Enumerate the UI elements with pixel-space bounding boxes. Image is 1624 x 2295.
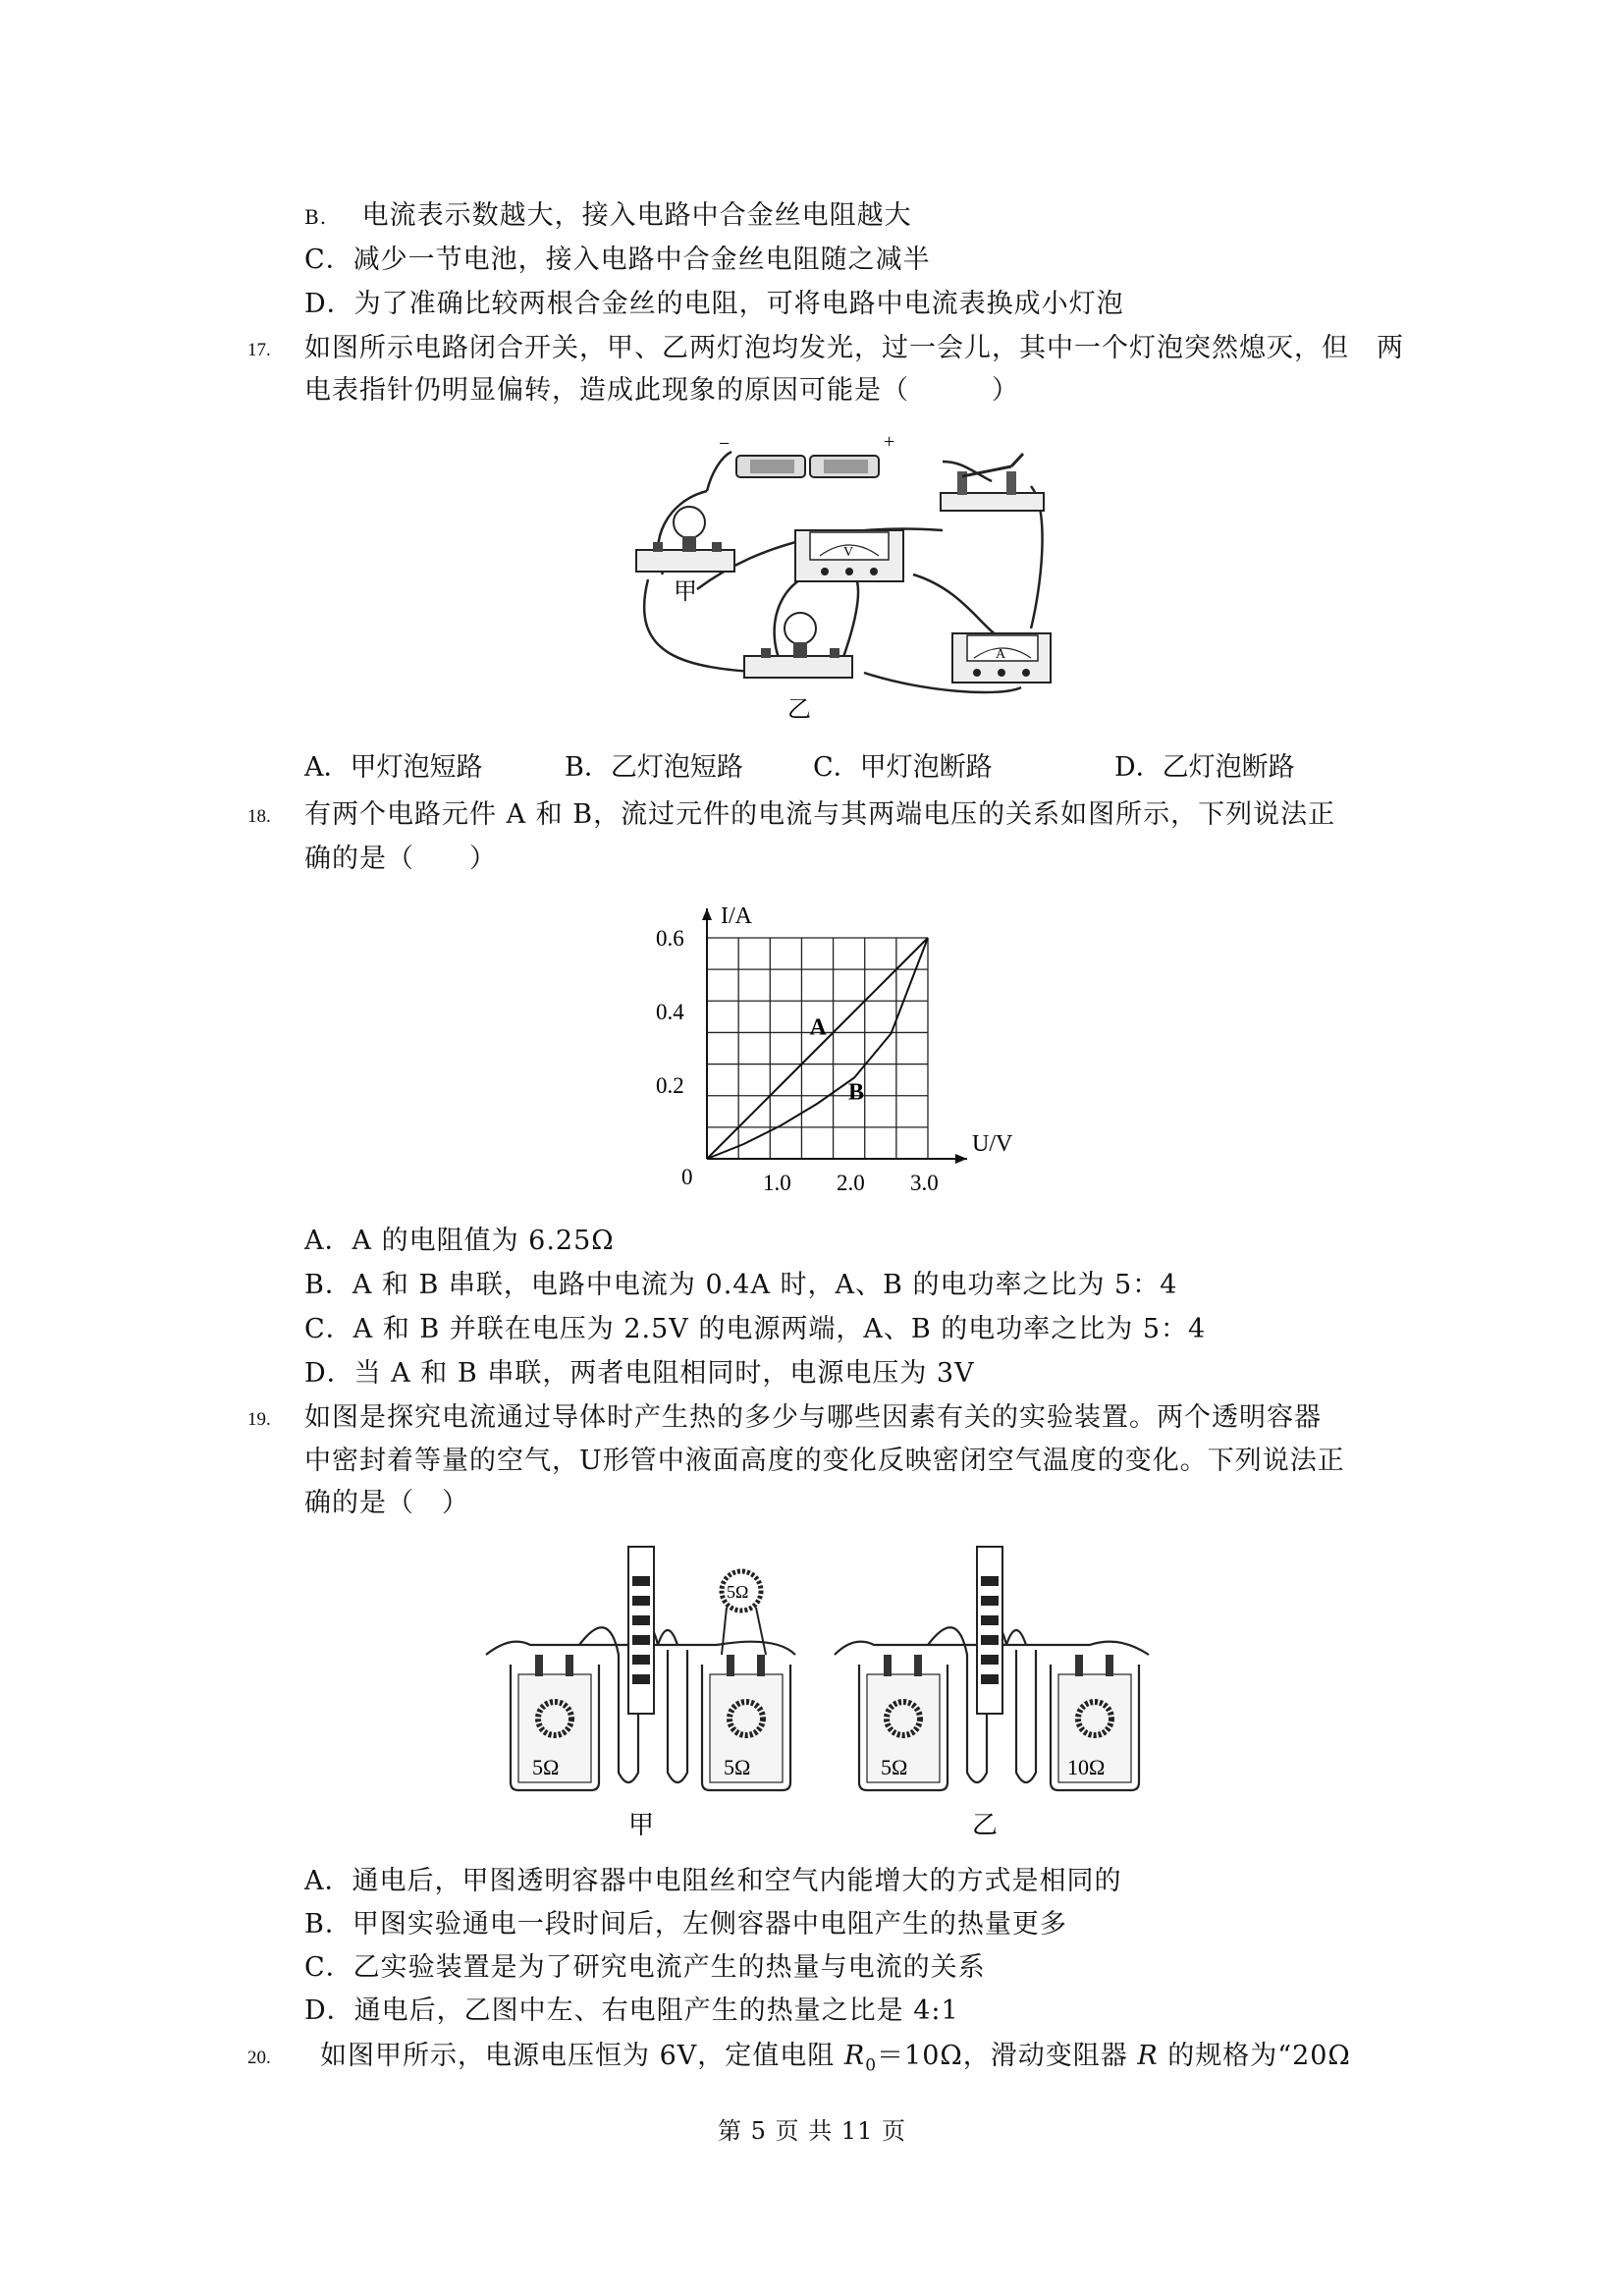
y-tick-label: 0.6 bbox=[656, 926, 684, 951]
q16-option-d: D．为了准确比较两根合金丝的电阻，可将电路中电流表换成小灯泡 bbox=[304, 289, 1124, 319]
series-label-A: A bbox=[809, 1014, 827, 1041]
q19-stem-line3: 确的是（ ） bbox=[304, 1488, 469, 1518]
jia-top-resistor: 5Ω bbox=[727, 1582, 749, 1602]
ammeter-label: A bbox=[996, 647, 1006, 662]
yi-left-resistor: 5Ω bbox=[881, 1755, 908, 1779]
series-label-B: B bbox=[848, 1079, 865, 1106]
y-tick-label: 0.2 bbox=[656, 1073, 684, 1098]
label-jia: 甲 bbox=[674, 579, 697, 605]
q16-option-b bbox=[304, 198, 912, 235]
q18-option-a: A．A 的电阻值为 6.25Ω bbox=[304, 1226, 615, 1256]
apparatus-yi bbox=[859, 1547, 1139, 1839]
q16-option-b-text: 电流表示数越大，接入电路中合金丝电阻越大 bbox=[361, 200, 912, 231]
label-yi-19: 乙 bbox=[972, 1811, 999, 1839]
q17-option-d: D．乙灯泡断路 bbox=[1114, 752, 1295, 783]
q18-number: 18. bbox=[247, 806, 271, 827]
jia-left-resistor: 5Ω bbox=[532, 1755, 560, 1779]
q20-r0-symbol: R bbox=[843, 2041, 866, 2071]
q16-option-c: C．减少一节电池，接入电路中合金丝电阻随之减半 bbox=[304, 245, 931, 275]
q17-option-a: A．甲灯泡短路 bbox=[304, 752, 483, 783]
q17-circuit-figure bbox=[628, 432, 1060, 727]
q18-iu-chart bbox=[638, 899, 1013, 1213]
q20-number: 20. bbox=[247, 2048, 271, 2068]
q19-option-c: C．乙实验装置是为了研究电流产生的热量与电流的关系 bbox=[304, 1952, 986, 1983]
q17-number: 17. bbox=[247, 340, 271, 360]
battery-minus-sign: − bbox=[719, 433, 731, 455]
battery-plus-sign: + bbox=[884, 431, 895, 453]
x-axis-label: U/V bbox=[972, 1131, 1013, 1157]
q19-option-b: B．甲图实验通电一段时间后，左侧容器中电阻产生的热量更多 bbox=[304, 1909, 1067, 1940]
q19-joule-heat-figure bbox=[481, 1547, 1159, 1841]
label-yi: 乙 bbox=[787, 697, 811, 723]
q17-stem-line1: 如图所示电路闭合开关，甲、乙两灯泡均发光，过一会儿，其中一个灯泡突然熄灭，但 两 bbox=[304, 333, 1404, 363]
q18-stem-line2: 确的是（ ） bbox=[304, 844, 497, 874]
chart-series bbox=[707, 938, 928, 1159]
lamp-jia bbox=[636, 507, 734, 605]
y-axis-arrow bbox=[702, 908, 712, 920]
x-tick-label: 1.0 bbox=[763, 1171, 791, 1195]
ammeter bbox=[952, 633, 1051, 683]
q19-number: 19. bbox=[247, 1409, 271, 1430]
q20-stem-part-c: 的规格为“20Ω bbox=[1158, 2041, 1351, 2071]
y-tick-label: 0.4 bbox=[656, 1000, 684, 1024]
origin-label: 0 bbox=[681, 1165, 693, 1189]
q19-option-d: D．通电后，乙图中左、右电阻产生的热量之比是 4:1 bbox=[304, 1995, 959, 2026]
q19-stem-line2: 中密封着等量的空气，U形管中液面高度的变化反映密闭空气温度的变化。下列说法正 bbox=[304, 1446, 1345, 1476]
q20-stem-part-b: ＝10Ω，滑动变阻器 bbox=[877, 2041, 1138, 2071]
q20-r0-subscript: 0 bbox=[865, 2055, 878, 2076]
q18-option-d: D．当 A 和 B 串联，两者电阻相同时，电源电压为 3V bbox=[304, 1358, 975, 1389]
x-tick-label: 2.0 bbox=[837, 1171, 865, 1195]
q20-stem-line1 bbox=[320, 2039, 1351, 2083]
q19-option-a: A．通电后，甲图透明容器中电阻丝和空气内能增大的方式是相同的 bbox=[304, 1866, 1122, 1896]
series-line-A bbox=[707, 938, 928, 1159]
page-footer: 第 5 页 共 11 页 bbox=[718, 2117, 906, 2145]
q18-option-b: B．A 和 B 串联，电路中电流为 0.4A 时，A、B 的电功率之比为 5：4 bbox=[304, 1270, 1178, 1300]
battery-pack bbox=[719, 431, 894, 477]
label-jia-19: 甲 bbox=[628, 1811, 655, 1839]
apparatus-jia bbox=[511, 1547, 790, 1839]
q17-option-c: C．甲灯泡断路 bbox=[813, 752, 993, 783]
lamp-yi bbox=[744, 613, 852, 723]
q17-stem-line2: 电表指针仍明显偏转，造成此现象的原因可能是（ ） bbox=[304, 375, 1019, 406]
q18-stem-line1: 有两个电路元件 A 和 B，流过元件的电流与其两端电压的关系如图所示，下列说法正 bbox=[304, 799, 1336, 830]
x-axis-arrow bbox=[955, 1154, 967, 1164]
jia-right-resistor: 5Ω bbox=[724, 1755, 751, 1779]
y-axis-label: I/A bbox=[721, 903, 752, 929]
voltmeter bbox=[795, 530, 903, 581]
q19-stem-line1: 如图是探究电流通过导体时产生热的多少与哪些因素有关的实验装置。两个透明容器 bbox=[304, 1402, 1322, 1433]
x-tick-label: 3.0 bbox=[910, 1171, 939, 1195]
q20-r-symbol: R bbox=[1137, 2041, 1159, 2071]
q20-stem-part-a: 如图甲所示，电源电压恒为 6V，定值电阻 bbox=[320, 2041, 844, 2071]
q16-option-b-label: B. bbox=[304, 205, 328, 229]
chart-labels bbox=[656, 903, 1013, 1195]
q18-option-c: C．A 和 B 并联在电压为 2.5V 的电源两端，A、B 的电功率之比为 5：4 bbox=[304, 1314, 1207, 1344]
q17-option-b: B．乙灯泡短路 bbox=[565, 752, 743, 783]
yi-right-resistor: 10Ω bbox=[1067, 1755, 1106, 1779]
voltmeter-label: V bbox=[843, 545, 854, 560]
